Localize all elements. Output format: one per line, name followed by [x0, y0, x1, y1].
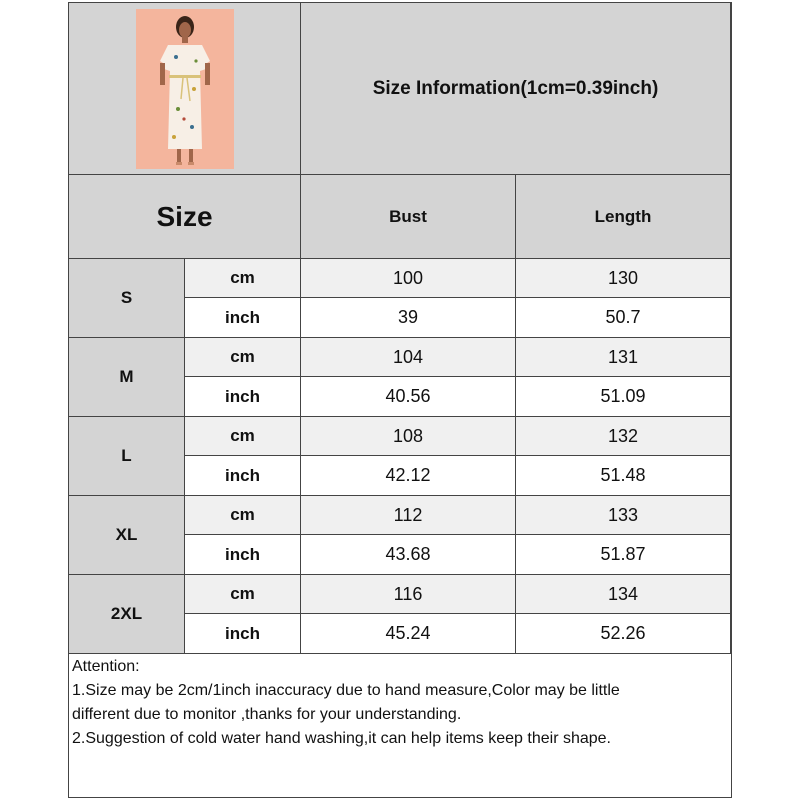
attention-notes	[69, 653, 731, 797]
table-cell	[301, 298, 516, 338]
size-label: M	[119, 367, 134, 386]
unit-label: inch	[225, 623, 260, 643]
unit-label: inch	[225, 386, 260, 406]
table-cell	[516, 614, 731, 654]
unit-label: inch	[225, 307, 260, 327]
unit-cell	[185, 377, 301, 417]
bust-value: 100	[392, 267, 424, 288]
table-cell	[301, 417, 516, 456]
length-value: 130	[607, 267, 639, 288]
chart-title: Size Information(1cm=0.39inch)	[372, 77, 659, 99]
size-label: S	[120, 288, 133, 307]
unit-cell	[185, 298, 301, 338]
product-photo-cell	[69, 3, 301, 175]
unit-cell	[185, 417, 301, 456]
bust-value: 104	[392, 346, 424, 367]
bust-header-cell	[301, 175, 516, 259]
bust-header: Bust	[389, 206, 427, 226]
unit-label: cm	[230, 347, 255, 366]
bust-value: 42.12	[385, 465, 431, 485]
length-header-cell	[516, 175, 731, 259]
bust-value: 43.68	[385, 544, 431, 564]
model-in-dress-image	[136, 9, 234, 169]
unit-label: cm	[230, 268, 255, 287]
size-header-cell	[69, 175, 301, 259]
length-value: 131	[607, 346, 639, 367]
size-label-cell	[69, 496, 185, 575]
unit-label: cm	[230, 505, 255, 524]
table-cell	[301, 259, 516, 298]
size-label-cell	[69, 417, 185, 496]
size-chart	[68, 2, 732, 798]
table-cell	[516, 535, 731, 575]
unit-cell	[185, 496, 301, 535]
product-photo	[136, 9, 234, 169]
unit-label: inch	[225, 544, 260, 564]
size-label-cell	[69, 575, 185, 654]
attention-heading: Attention:	[72, 658, 140, 675]
length-value: 52.26	[600, 623, 646, 643]
unit-cell	[185, 535, 301, 575]
size-label: L	[121, 446, 132, 465]
unit-cell	[185, 575, 301, 614]
table-cell	[301, 496, 516, 535]
unit-label: inch	[225, 465, 260, 485]
unit-cell	[185, 614, 301, 654]
size-label-cell	[69, 259, 185, 338]
size-label: XL	[115, 525, 138, 544]
table-cell	[516, 417, 731, 456]
length-value: 132	[607, 425, 639, 446]
length-value: 51.09	[600, 386, 646, 406]
table-cell	[301, 535, 516, 575]
bust-value: 116	[393, 583, 423, 604]
table-cell	[301, 338, 516, 377]
bust-value: 112	[393, 504, 423, 525]
table-cell	[516, 259, 731, 298]
table-cell	[301, 575, 516, 614]
bust-value: 39	[397, 307, 419, 327]
table-cell	[516, 496, 731, 535]
table-cell	[301, 377, 516, 417]
table-cell	[516, 456, 731, 496]
length-header: Length	[594, 206, 652, 226]
bust-value: 108	[392, 425, 424, 446]
table-cell	[301, 456, 516, 496]
attention-line: 2.Suggestion of cold water hand washing,it can help items keep their shape.	[72, 730, 611, 747]
table-cell	[516, 575, 731, 614]
unit-cell	[185, 338, 301, 377]
table-cell	[516, 338, 731, 377]
size-header: Size	[156, 200, 213, 232]
length-value: 51.48	[600, 465, 646, 485]
attention-line: different due to monitor ,thanks for your understanding.	[72, 706, 462, 723]
length-value: 134	[607, 583, 639, 604]
table-cell	[301, 614, 516, 654]
table-cell	[516, 377, 731, 417]
length-value: 50.7	[605, 307, 641, 327]
bust-value: 45.24	[385, 623, 431, 643]
length-value: 51.87	[600, 544, 646, 564]
title-cell	[301, 3, 731, 175]
unit-label: cm	[230, 426, 255, 445]
attention-line: 1.Size may be 2cm/1inch inaccuracy due to hand measure,Color may be little	[72, 682, 620, 699]
bust-value: 40.56	[385, 386, 431, 406]
table-cell	[516, 298, 731, 338]
unit-label: cm	[230, 584, 255, 603]
unit-cell	[185, 456, 301, 496]
size-label-cell	[69, 338, 185, 417]
unit-cell	[185, 259, 301, 298]
size-label: 2XL	[110, 604, 143, 623]
length-value: 133	[607, 504, 639, 525]
